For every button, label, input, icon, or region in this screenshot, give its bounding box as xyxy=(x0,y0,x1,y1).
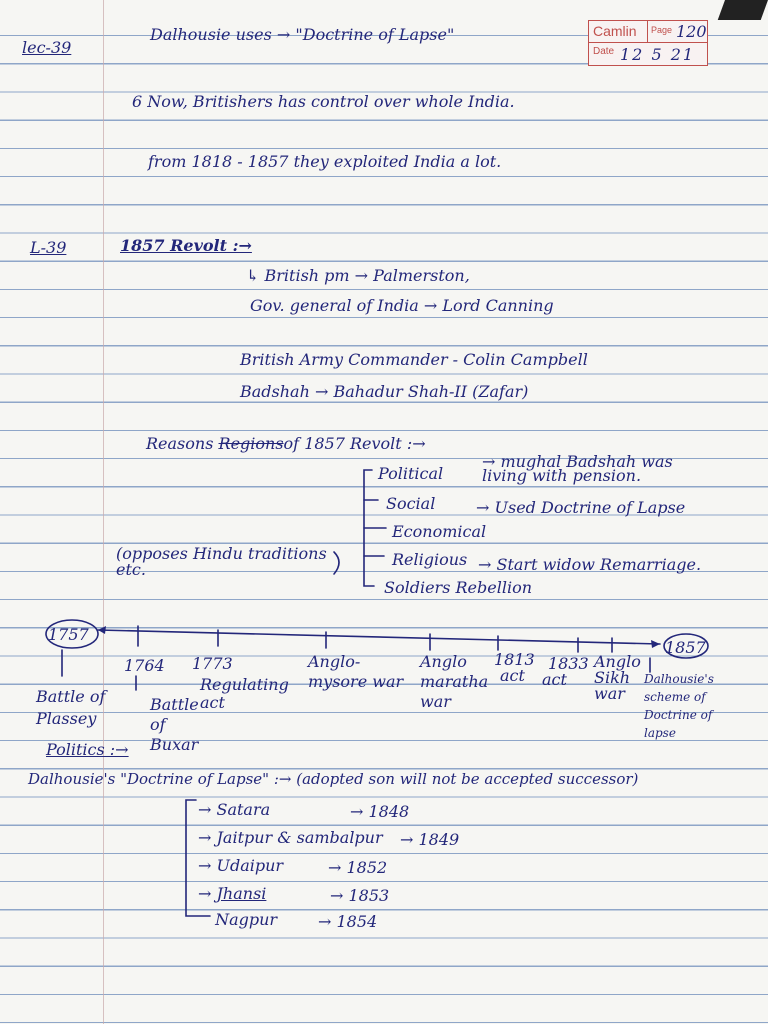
fact-line: ↳ British pm → Palmerston, xyxy=(246,266,470,285)
annexation-place: → Jaitpur & sambalpur xyxy=(198,828,383,847)
annexation-place-name: Udaipur xyxy=(216,856,284,875)
annexation-place: → Satara xyxy=(198,800,271,819)
intro-line: 6 Now, Britishers has control over whole India. xyxy=(132,92,515,111)
reason-note: → mughal Badshah was living with pension. xyxy=(482,452,673,485)
annexation-year: → 1852 xyxy=(328,858,388,877)
annexation-place-name: Nagpur xyxy=(215,910,278,929)
annexation-place: → Udaipur xyxy=(198,856,284,875)
timeline-axis xyxy=(98,630,660,644)
section-heading: 1857 Revolt :→ xyxy=(120,236,252,255)
page-label: Page xyxy=(651,25,673,35)
page-title: Dalhousie uses → "Doctrine of Lapse" xyxy=(150,25,455,44)
timeline-start-circle xyxy=(46,620,98,648)
timeline-caption: Anglo-mysore war xyxy=(308,652,404,691)
annexation-place-name: Satara xyxy=(216,800,271,819)
side-note: (opposes Hindu traditions etc. xyxy=(116,544,327,579)
annexation-place: → Jhansi xyxy=(198,884,267,903)
arrow-head xyxy=(98,626,106,634)
fact-line: Gov. general of India → Lord Canning xyxy=(250,296,554,315)
timeline-year: 1813 xyxy=(494,650,535,669)
timeline-caption: Dalhousie's scheme of Doctrine of lapse xyxy=(644,672,714,740)
timeline-drops xyxy=(62,650,650,690)
annexation-year: → 1853 xyxy=(330,886,390,905)
timeline-year: 1833 xyxy=(548,654,589,673)
annexation-year: → 1848 xyxy=(350,802,410,821)
page-date: 12 5 21 xyxy=(620,45,696,64)
page-number: 120 xyxy=(676,22,707,41)
annexation-place-name: Jhansi xyxy=(216,884,267,903)
timeline-ticks xyxy=(138,626,612,652)
margin-lecture-note: L-39 xyxy=(30,238,67,257)
reason-label: Religious xyxy=(392,550,468,569)
timeline-year: 1764 xyxy=(124,656,165,675)
timeline-start: 1757 xyxy=(48,625,89,644)
arrow-head xyxy=(651,640,660,648)
reasons-heading-prefix: Reasons xyxy=(146,434,214,453)
reason-label: Soldiers Rebellion xyxy=(384,578,532,597)
reason-label: Social xyxy=(386,494,436,513)
annexation-bracket xyxy=(186,800,210,916)
fact-line: Badshah → Bahadur Shah-II (Zafar) xyxy=(240,382,529,401)
section-heading: Politics :→ xyxy=(46,740,129,759)
reason-note: → Start widow Remarriage. xyxy=(478,555,702,574)
timeline-caption: Battle of Plassey xyxy=(36,687,106,728)
annexation-year: → 1854 xyxy=(318,912,378,931)
fact-line: British Army Commander - Colin Campbell xyxy=(240,350,588,369)
date-label: Date xyxy=(593,46,615,57)
doctrine-line: Dalhousie's "Doctrine of Lapse" :→ (adopted son will not be accepted successor) xyxy=(28,770,639,788)
timeline-caption: Anglo Sikh war xyxy=(594,652,641,703)
reason-note: → Used Doctrine of Lapse xyxy=(476,498,686,517)
timeline-caption: Regulating act xyxy=(200,675,289,712)
timeline-end-circle xyxy=(664,634,708,658)
side-note-brace xyxy=(334,552,339,574)
timeline-caption: act xyxy=(542,670,567,689)
reasons-bracket-tick xyxy=(364,500,386,556)
margin-lecture-note: lec-39 xyxy=(22,38,72,57)
annexation-place-name: Jaitpur & sambalpur xyxy=(216,828,383,847)
annexation-year: → 1849 xyxy=(400,830,460,849)
intro-line: from 1818 - 1857 they exploited India a lot. xyxy=(148,152,502,171)
brand-name: Camlin xyxy=(593,23,637,39)
timeline-caption: act xyxy=(500,666,525,685)
timeline-year: 1773 xyxy=(192,654,233,673)
timeline-caption: Anglo maratha war xyxy=(420,652,489,711)
reason-label: Economical xyxy=(392,522,487,541)
timeline-end: 1857 xyxy=(665,638,706,657)
struck-word: Regions xyxy=(218,434,284,453)
reasons-heading-suffix: of 1857 Revolt :→ xyxy=(283,434,426,453)
reason-label: Political xyxy=(378,464,444,483)
timeline-caption: Battle of Buxar xyxy=(150,695,199,754)
